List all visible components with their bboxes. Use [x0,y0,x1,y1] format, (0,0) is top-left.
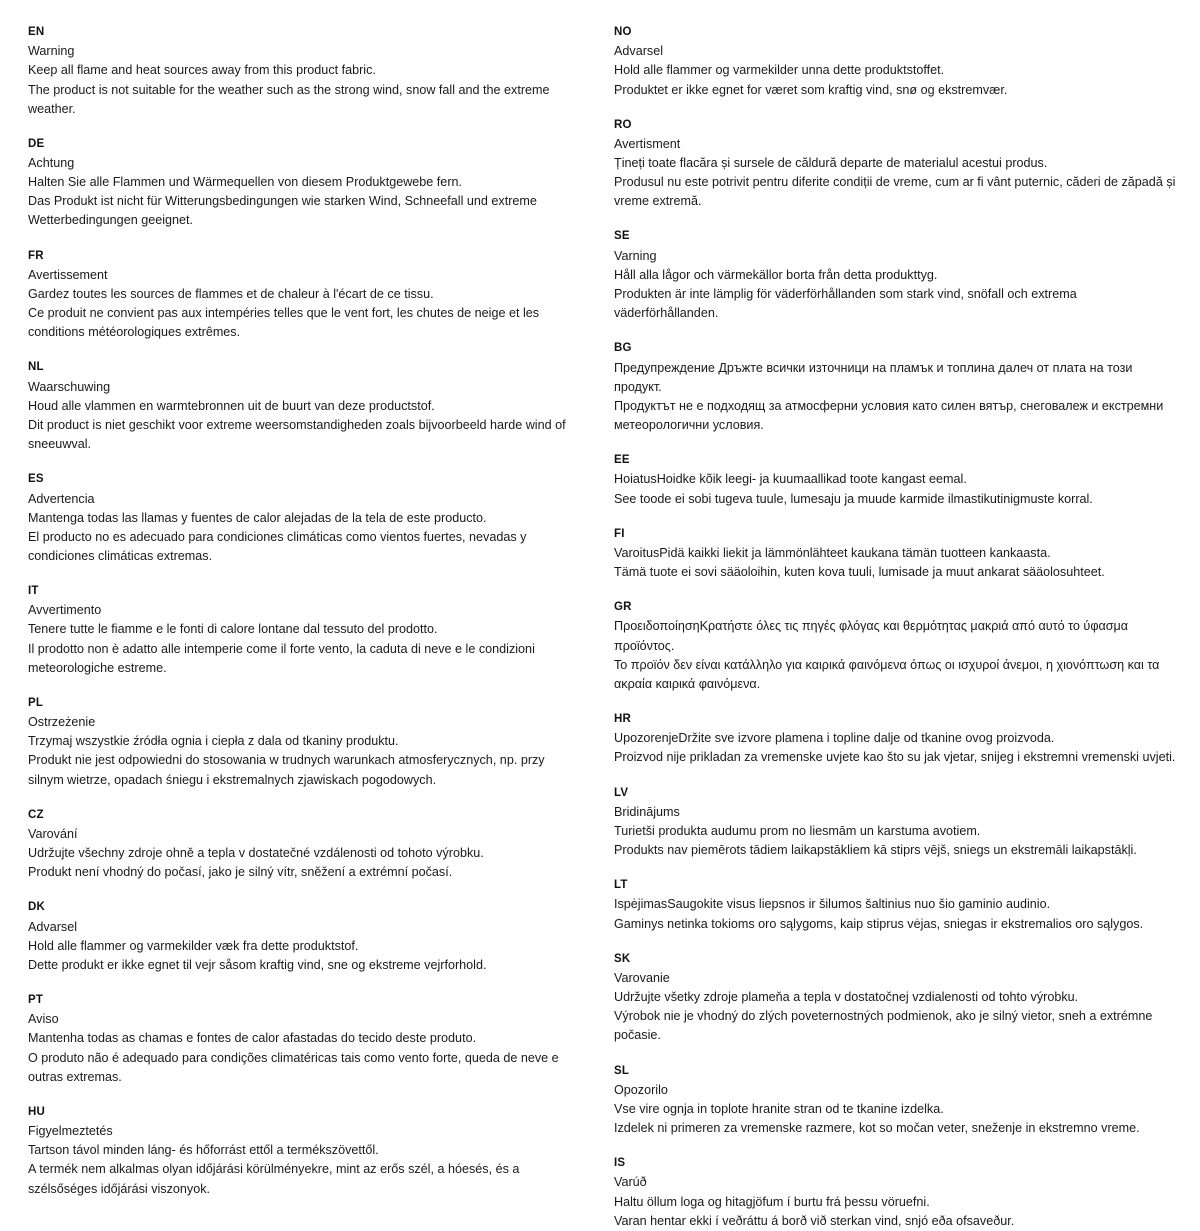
warning-text-line: Håll alla lågor och värmekällor borta från detta produkttyg. [614,267,938,282]
warning-heading: ΠροειδοποίησηΚρατήστε όλες τις πηγές φλόγας και θερμότητας μακριά από αυτό το ύφασμα προϊόντος. [614,619,1129,653]
language-block-hr [614,711,1176,768]
warning-text-line: Produktet er ikke egnet for været som kraftig vind, snø og ekstremvær. [614,82,1008,97]
warning-text-line: Ce produit ne convient pas aux intempéries telles que le vent fort, les chutes de neige et les conditions météorologiques extrêmes. [28,306,540,340]
language-block-ro [614,117,1176,212]
warning-heading: Aviso [28,1012,59,1027]
warning-heading: Warning [28,44,75,59]
language-block-se [614,228,1176,323]
warning-text-line: Dit product is niet geschikt voor extreme weersomstandigheden zoals bijvoorbeeld harde wind of sneeuwval. [28,417,566,452]
warning-heading: Varovanie [614,970,670,985]
language-code: HU [28,1105,46,1118]
warning-text-line: Varan hentar ekki í veðráttu á borð við sterkan vind, snjó eða ofsaveður. [614,1213,1015,1228]
warning-text-line: Houd alle vlammen en warmtebronnen uit de buurt van deze productstof. [28,398,435,413]
warning-heading: Advertencia [28,491,95,506]
language-block-lv [614,785,1176,861]
warning-text-line: Mantenha todas as chamas e fontes de calor afastadas do tecido deste produto. [28,1031,477,1046]
warning-text-line: Dette produkt er ikke egnet til vejr såsom kraftig vind, sne og ekstreme vejrforhold. [28,957,487,972]
language-code: RO [614,118,632,131]
warning-text-line: Tenere tutte le fiamme e le fonti di calore lontane dal tessuto del prodotto. [28,622,438,637]
language-code: IS [614,1157,626,1170]
language-code: EN [28,26,45,38]
warning-text-line: Mantenga todas las llamas y fuentes de calor alejadas de la tela de este producto. [28,510,487,525]
language-code: PT [28,994,44,1007]
language-code: NL [28,361,44,374]
warning-heading: Varúð [614,1175,647,1190]
warning-heading: Varování [28,826,78,841]
language-block-it [28,583,572,678]
language-block-lt [614,877,1176,934]
warning-text-line: Vse vire ognja in toplote hranite stran od te tkanine izdelka. [614,1101,944,1116]
left-language-column [28,24,602,1199]
warning-heading: Avertisment [614,136,681,151]
warning-text-line: The product is not suitable for the weather such as the strong wind, snow fall and the extreme weather. [28,82,550,116]
warning-heading: Advarsel [614,44,663,59]
language-block-de [28,136,572,231]
language-code: SL [614,1064,630,1077]
warning-text-line: Hold alle flammer og varmekilder unna dette produktstoffet. [614,63,945,78]
warning-heading: Achtung [28,156,75,171]
warning-text-line: Das Produkt ist nicht für Witterungsbedingungen wie starken Wind, Schneefall und extreme Wetterbedingungen geeignet. [28,194,537,228]
warning-heading: Figyelmeztetés [28,1124,113,1139]
warning-text-line: Trzymaj wszystkie źródła ognia i ciepła z dala od tkaniny produktu. [28,734,399,749]
warning-heading: Advarsel [28,919,77,934]
language-block-fr [28,248,572,343]
warning-text-line: Halten Sie alle Flammen und Wärmequellen von diesem Produktgewebe fern. [28,175,463,190]
language-code: EE [614,454,630,467]
language-block-no [614,24,1176,100]
warning-text-line: See toode ei sobi tugeva tuule, lumesaju ja muude karmide ilmastikutinigmuste korral. [614,491,1093,506]
warning-text-line: Hold alle flammer og varmekilder væk fra dette produktstof. [28,938,359,953]
language-code: GR [614,601,632,614]
warning-text-line: Výrobok nie je vhodný do zlých poveternostných podmienok, ako je silný vietor, sneh a extrémne počasie. [614,1009,1153,1043]
warning-heading: IspėjimasSaugokite visus liepsnos ir šilumos šaltinius nuo šio gaminio audinio. [614,897,1051,912]
language-code: LV [614,786,629,799]
language-block-es [28,471,572,566]
language-code: LT [614,879,628,892]
language-code: FR [28,249,44,262]
language-block-gr [614,599,1176,694]
warning-text-line: Produkt není vhodný do počasí, jako je silný vítr, sněžení a extrémní počasí. [28,865,453,880]
language-code: NO [614,26,632,38]
language-block-cz [28,807,572,883]
warning-text-line: Produkts nav piemērots tādiem laikapstākliem kā stiprs vējš, sniegs un ekstremāli laikapstākļi. [614,843,1137,858]
language-code: BG [614,342,632,355]
warning-text-line: El producto no es adecuado para condiciones climáticas como vientos fuertes, nevadas y condiciones climáticas extremas. [28,529,527,563]
language-code: SE [614,230,630,243]
right-language-column [602,24,1176,1231]
language-code: FI [614,527,625,540]
warning-heading: VaroitusPidä kaikki liekit ja lämmönlähteet kaukana tämän tuotteen kankaasta. [614,545,1051,560]
warning-text-line: A termék nem alkalmas olyan időjárási körülményekre, mint az erős szél, a hóesés, és a szélsőséges időjárási viszonyok. [28,1162,520,1196]
language-code: CZ [28,808,44,821]
warning-text-line: Keep all flame and heat sources away from this product fabric. [28,63,376,78]
warning-heading: Opozorilo [614,1082,668,1097]
warning-text-line: Gaminys netinka tokioms oro sąlygoms, kaip stiprus vėjas, sniegas ir ekstremalios oro sąlygos. [614,916,1144,931]
language-block-sk [614,951,1176,1046]
language-code: SK [614,952,631,965]
language-code: PL [28,696,44,709]
warning-text-line: Țineți toate flacăra și sursele de căldură departe de materialul acestui produs. [614,156,1048,171]
language-code: ES [28,473,44,486]
language-block-ee [614,452,1176,509]
warning-heading: Varning [614,248,657,263]
language-block-pt [28,992,572,1087]
warning-text-line: Gardez toutes les sources de flammes et de chaleur à l'écart de ce tissu. [28,287,434,302]
language-code: HR [614,712,632,725]
language-block-bg [614,340,1176,435]
warning-text-line: Tartson távol minden láng- és hőforrást ettől a termékszövettől. [28,1143,379,1158]
warning-text-line: Proizvod nije prikladan za vremenske uvjete kao što su jak vjetar, snijeg i ekstremni vremenski uvjeti. [614,750,1176,765]
warning-heading: Предупреждение Дръжте всички източници на пламък и топлина далеч от плата на този продукт. [614,360,1133,394]
warning-text-line: Il prodotto non è adatto alle intemperie come il forte vento, la caduta di neve e le condizioni meteorologiche estreme. [28,641,535,675]
warning-heading: UpozorenjeDržite sve izvore plamena i topline dalje od tkanine ovog proizvoda. [614,731,1055,746]
language-block-en [28,24,572,119]
language-code: IT [28,585,39,598]
language-code: DK [28,901,46,914]
warning-text-line: Haltu öllum loga og hitagjöfum í burtu frá þessu vöruefni. [614,1194,930,1209]
warning-heading: Bridinājums [614,804,680,819]
warning-text-line: Udržujte všechny zdroje ohně a tepla v dostatečné vzdálenosti od tohoto výrobku. [28,846,484,861]
warning-heading: Avertissement [28,267,108,282]
warning-text-line: Produkten är inte lämplig för väderförhållanden som stark vind, snöfall och extrema väderförhållanden. [614,287,1077,321]
warning-text-line: Turietši produkta audumu prom no liesmām un karstuma avotiem. [614,823,981,838]
language-block-pl [28,695,572,790]
warning-text-line: Το προϊόν δεν είναι κατάλληλο για καιρικά φαινόμενα όπως οι ισχυροί άνεμοι, η χιονόπτωση και τα ακραία καιρικά φαινόμενα. [614,657,1160,691]
language-block-dk [28,899,572,975]
warning-text-line: Produkt nie jest odpowiedni do stosowania w trudnych warunkach atmosferycznych, np. przy silnym wietrze, opadach śniegu i ekstremalnych zjawiskach pogodowych. [28,753,545,787]
warning-text-line: Udržujte všetky zdroje plameňa a tepla v dostatočnej vzdialenosti od tohto výrobku. [614,990,1079,1005]
warning-heading: HoiatusHoidke kõik leegi- ja kuumaallikad toote kangast eemal. [614,472,967,487]
warning-text-line: Tämä tuote ei sovi sääoloihin, kuten kova tuuli, lumisade ja muut ankarat sääolosuhteet. [614,565,1105,580]
language-block-hu [28,1104,572,1199]
warning-text-line: Produsul nu este potrivit pentru diferite condiții de vreme, cum ar fi vânt puternic, căderi de zăpadă și vreme extremă. [614,175,1176,209]
warning-heading: Ostrzeżenie [28,715,96,730]
warning-heading: Avvertimento [28,603,102,618]
warning-text-line: Продуктът не е подходящ за атмосферни условия като силен вятър, снеговалеж и екстремни метеорологични условия. [614,398,1164,432]
language-block-is [614,1155,1176,1231]
warning-heading: Waarschuwing [28,379,111,394]
warning-text-line: Izdelek ni primeren za vremenske razmere, kot so močan veter, sneženje in ekstremno vreme. [614,1121,1140,1136]
language-block-sl [614,1063,1176,1139]
language-code: DE [28,137,45,150]
language-block-nl [28,359,572,454]
language-block-fi [614,526,1176,583]
warning-text-line: O produto não é adequado para condições climatéricas tais como vento forte, queda de neve e outras extremas. [28,1050,559,1084]
